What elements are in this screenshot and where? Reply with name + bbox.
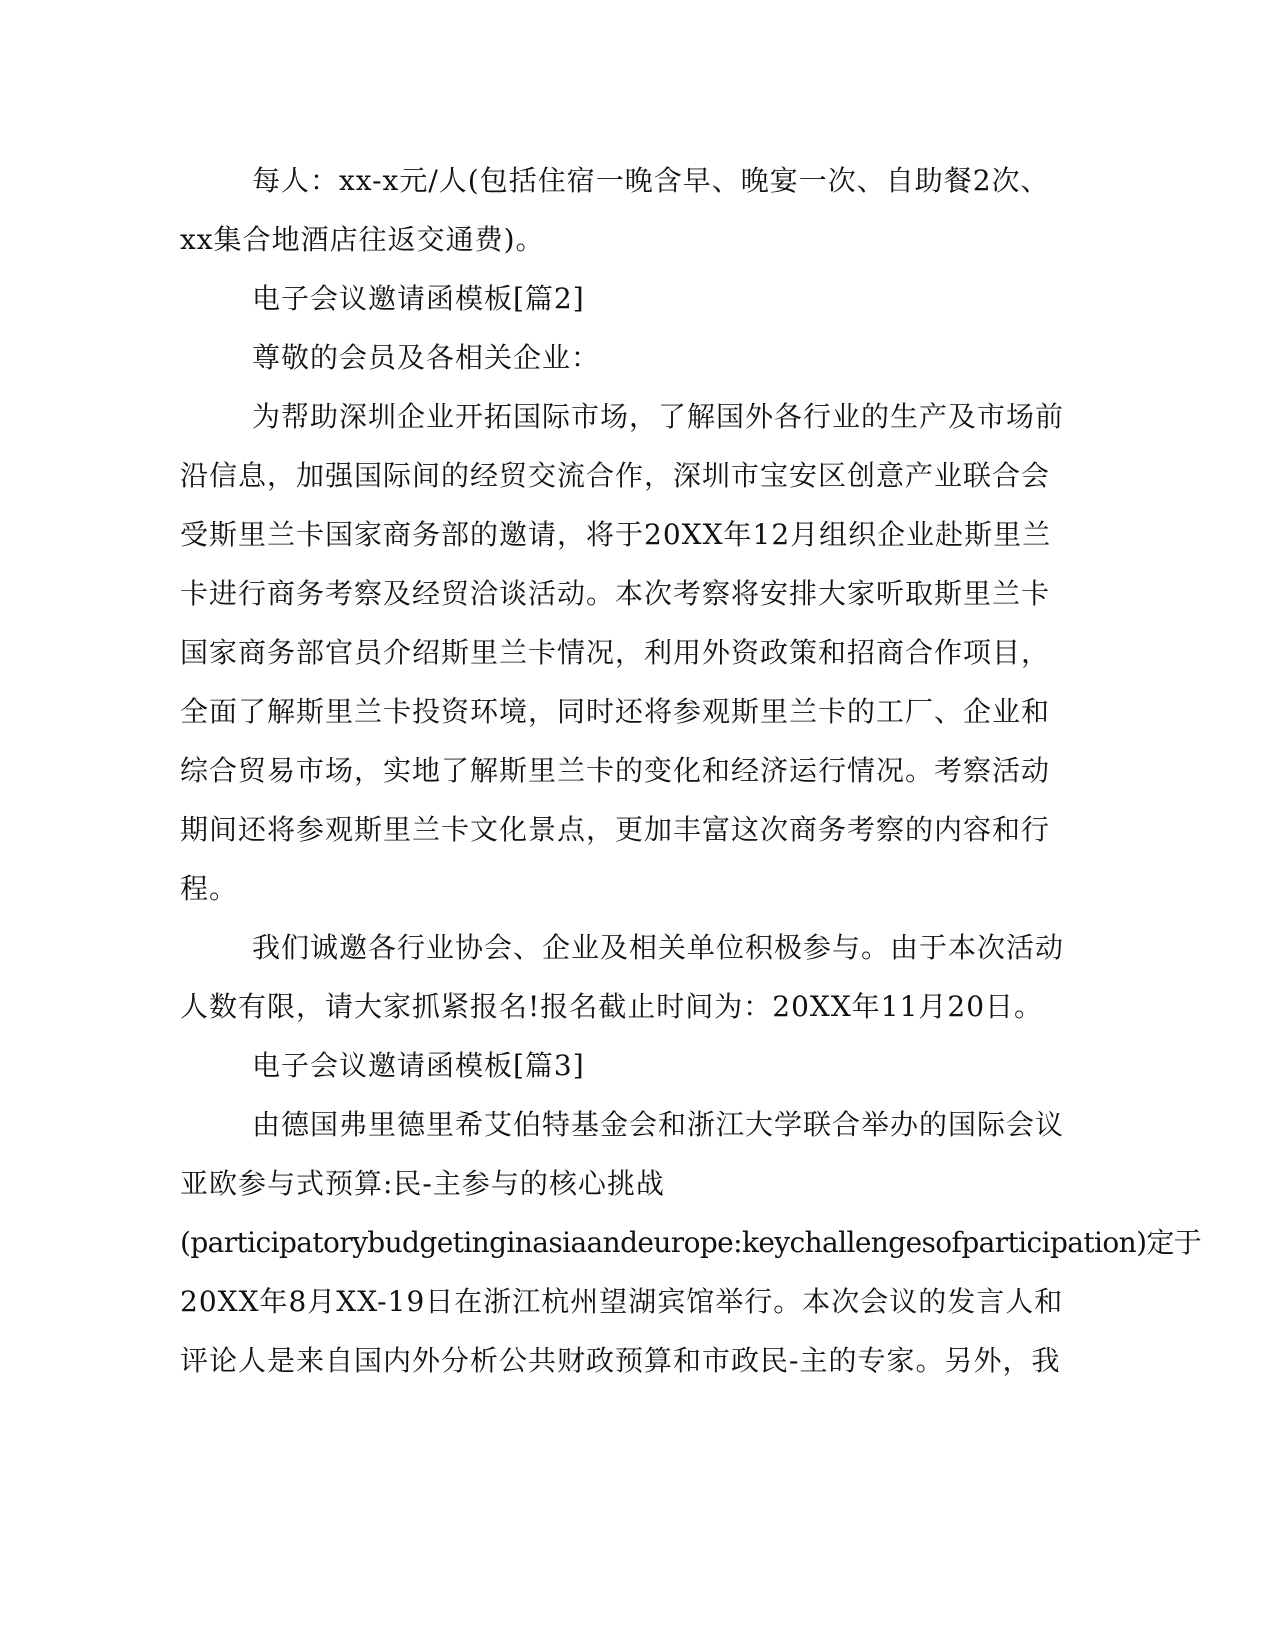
paragraph-line: 我们诚邀各行业协会、企业及相关单位积极参与。由于本次活动: [252, 931, 1065, 964]
paragraph-line: 期间还将参观斯里兰卡文化景点，更加丰富这次商务考察的内容和行: [180, 813, 1051, 846]
paragraph-line: 受斯里兰卡国家商务部的邀请，将于20XX年12月组织企业赴斯里兰: [180, 518, 1052, 551]
paragraph-line: 为帮助深圳企业开拓国际市场，了解国外各行业的生产及市场前: [252, 400, 1065, 433]
paragraph-line: 亚欧参与式预算:民-主参与的核心挑战: [180, 1167, 665, 1200]
text-line-fee-cont: xx集合地酒店往返交通费)。: [180, 223, 545, 256]
paragraph-line: 卡进行商务考察及经贸洽谈活动。本次考察将安排大家听取斯里兰卡: [180, 577, 1051, 610]
paragraph-line: 由德国弗里德里希艾伯特基金会和浙江大学联合举办的国际会议: [252, 1108, 1065, 1141]
paragraph-line: 程。: [180, 872, 239, 905]
section-heading-3: 电子会议邀请函模板[篇3]: [252, 1049, 585, 1082]
paragraph-line: 沿信息，加强国际间的经贸交流合作，深圳市宝安区创意产业联合会: [180, 459, 1051, 492]
paragraph-line: 国家商务部官员介绍斯里兰卡情况，利用外资政策和招商合作项目，: [180, 636, 1051, 669]
salutation: 尊敬的会员及各相关企业：: [252, 341, 601, 374]
section-heading-2: 电子会议邀请函模板[篇2]: [252, 282, 585, 315]
paragraph-line: 评论人是来自国内外分析公共财政预算和市政民-主的专家。另外，我: [180, 1344, 1061, 1377]
paragraph-line: 综合贸易市场，实地了解斯里兰卡的变化和经济运行情况。考察活动: [180, 754, 1051, 787]
paragraph-line: 全面了解斯里兰卡投资环境，同时还将参观斯里兰卡的工厂、企业和: [180, 695, 1051, 728]
paragraph-line-english: (participatorybudgetinginasiaandeurope:keychallengesofparticipation)定于: [180, 1226, 1202, 1259]
text-line-fee: 每人：xx-x元/人(包括住宿一晚含早、晚宴一次、自助餐2次、: [252, 164, 1050, 197]
paragraph-line: 20XX年8月XX-19日在浙江杭州望湖宾馆举行。本次会议的发言人和: [180, 1285, 1064, 1318]
paragraph-line: 人数有限，请大家抓紧报名!报名截止时间为：20XX年11月20日。: [180, 990, 1044, 1023]
